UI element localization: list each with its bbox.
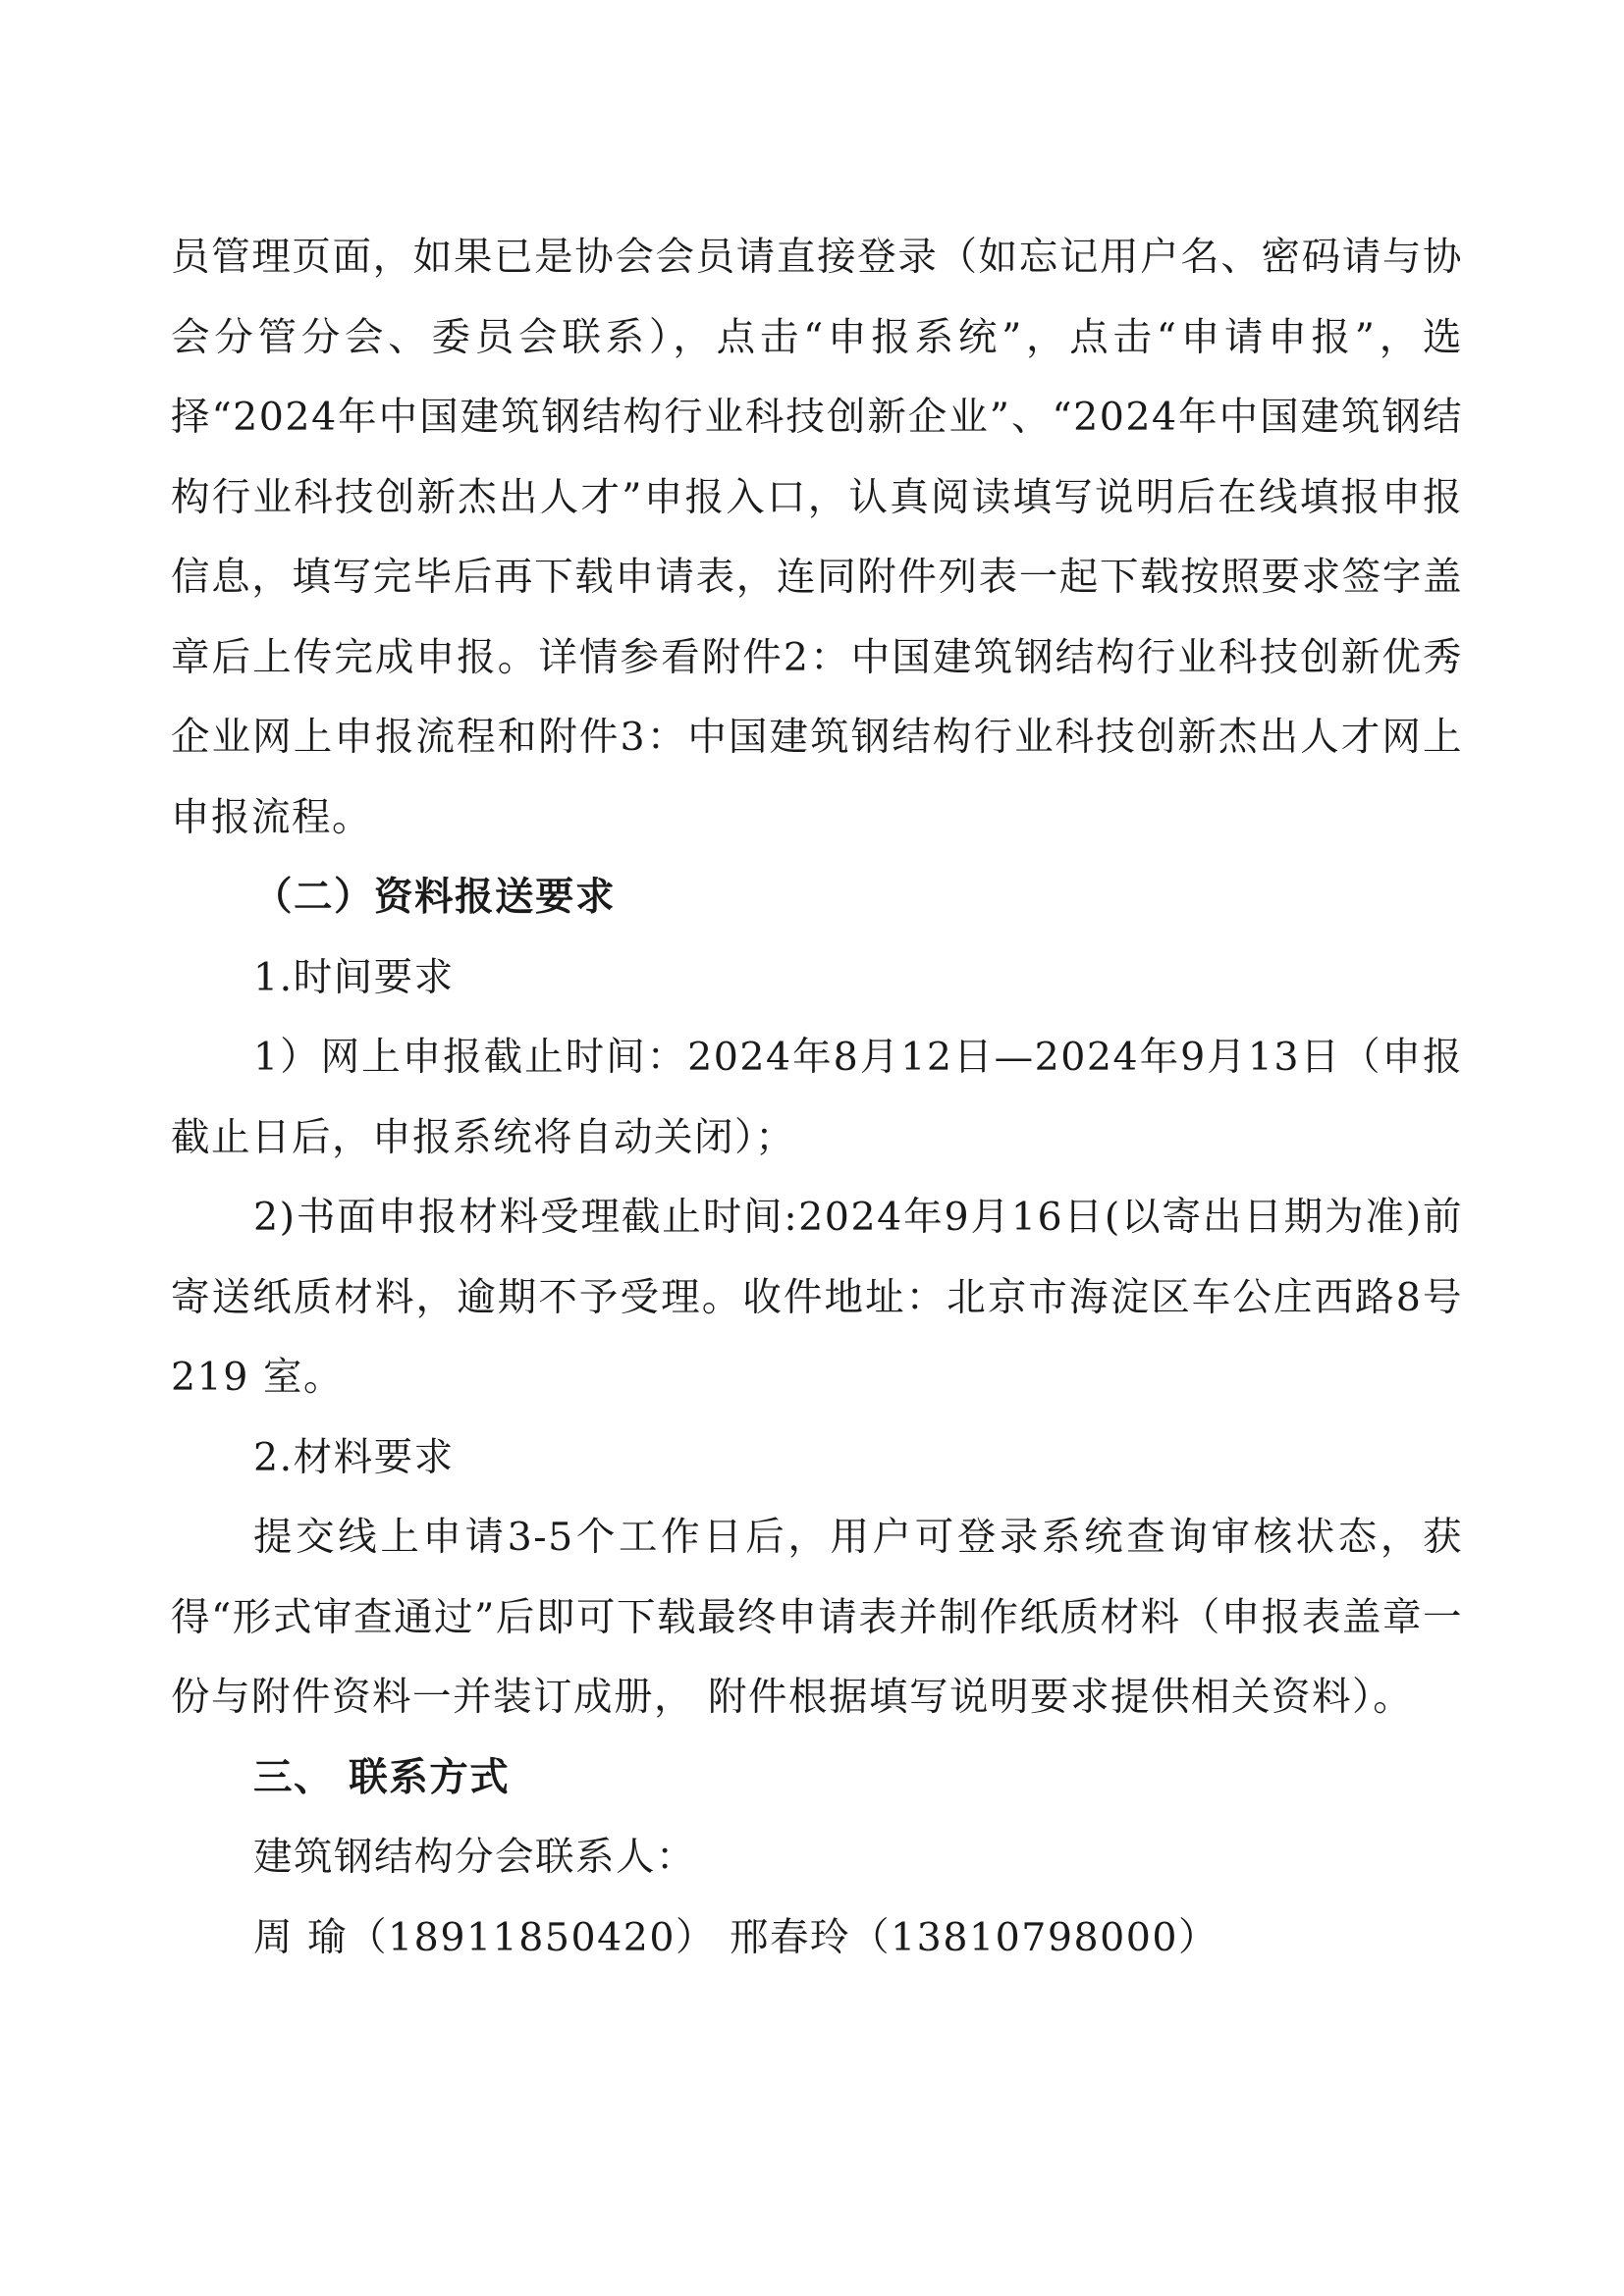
section-three-heading: 三、 联系方式 [253, 1754, 511, 1800]
paper-deadline-paragraph: 2)书面申报材料受理截止时间:2024年9月16日(以寄出日期为准)前寄送纸质材料，逾期不予受理。收件地址：北京市海淀区车公庄西路8号219 室。 [171, 1195, 1463, 1400]
intro-paragraph: 员管理页面，如果已是协会会员请直接登录（如忘记用户名、密码请与协会分管分会、委员会联系），点击“申报系统”，点击“申请申报”，选择“2024年中国建筑钢结构行业科技创新企业”、“2024年中国建筑钢结构行业科技创新杰出人才”申报入口，认真阅读填写说明后在线填报申报信息，填写完毕后再下载申请表，连同附件列表一起下载按照要求签字盖章后上传完成申报。详情参看附件2：中国建筑钢结构行业科技创新优秀企业网上申报流程和附件3：中国建筑钢结构行业科技创新杰出人才网上申报流程。 [171, 235, 1463, 840]
document-body [171, 218, 1463, 1978]
material-requirement-paragraph: 提交线上申请3-5个工作日后，用户可登录系统查询审核状态，获得“形式审查通过”后即可下载最终申请表并制作纸质材料（申报表盖章一份与附件资料一并装订成册， 附件根据填写说明要求提供相关资料）。 [171, 1515, 1463, 1720]
material-requirement-heading: 2.材料要求 [253, 1434, 455, 1480]
time-requirement-heading: 1.时间要求 [253, 954, 455, 1000]
contact-persons: 周 瑜（18911850420） 邢春玲（13810798000） [253, 1914, 1218, 1960]
contact-label: 建筑钢结构分会联系人： [253, 1835, 696, 1880]
section-two-heading: （二）资料报送要求 [253, 875, 616, 920]
online-deadline-paragraph: 1）网上申报截止时间：2024年8月12日—2024年9月13日（申报截止日后，申报系统将自动关闭）； [171, 1035, 1463, 1160]
